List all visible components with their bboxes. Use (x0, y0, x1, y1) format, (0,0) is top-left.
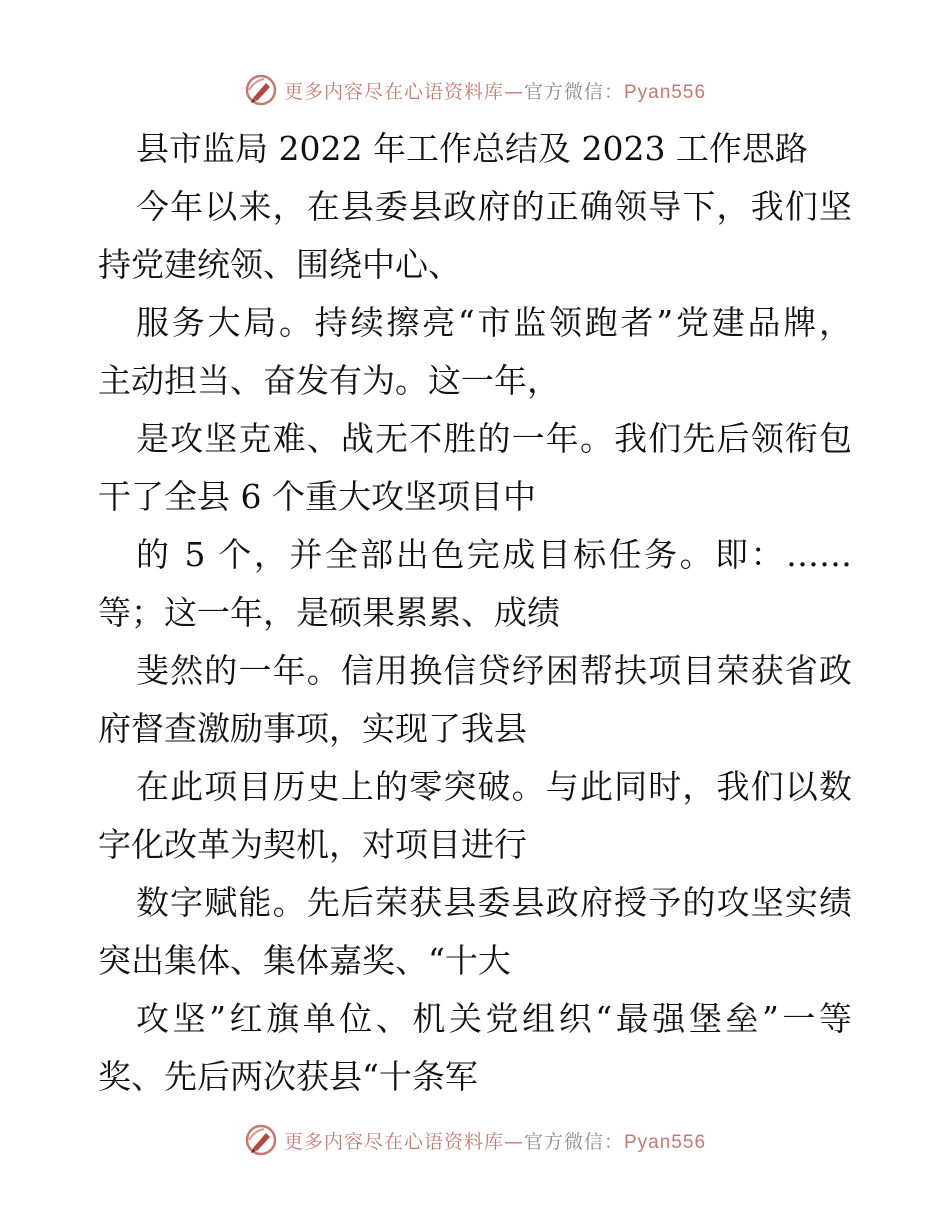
paragraph-line: 的 5 个，并全部出色完成目标任务。即：…… (136, 535, 852, 574)
paragraph-line: 突出集体、集体嘉奖、“十大 (98, 941, 511, 980)
footer-banner (0, 1120, 950, 1160)
paragraph-line: 奖、先后两次获县“十条军 (98, 1057, 478, 1096)
paragraph-line: 持党建统领、围绕中心、 (98, 245, 461, 284)
paragraph-line: 等；这一年，是硕果累累、成绩 (98, 593, 560, 632)
wechat-label: 官方微信： (523, 80, 624, 103)
pen-logo-icon (244, 73, 278, 107)
paragraph-line: 字化改革为契机，对项目进行 (98, 825, 527, 864)
paragraph-line: 是攻坚克难、战无不胜的一年。我们先后领衔包 (136, 419, 852, 458)
header-banner (0, 70, 950, 110)
paragraph-line: 服务大局。持续擦亮“市监领跑者”党建品牌， (136, 303, 852, 342)
wechat-label: 官方微信： (523, 1130, 624, 1153)
wechat-id: Pyan556 (624, 1131, 707, 1153)
paragraph-line: 攻坚”红旗单位、机关党组织“最强堡垒”一等 (136, 999, 852, 1038)
paragraph-line: 数字赋能。先后荣获县委县政府授予的攻坚实绩 (136, 883, 852, 922)
paragraph-line: 在此项目历史上的零突破。与此同时，我们以数 (136, 767, 852, 806)
paragraph-line: 今年以来，在县委县政府的正确领导下，我们坚 (136, 187, 852, 226)
banner-text: 更多内容尽在心语资料库— (283, 1130, 524, 1153)
wechat-id: Pyan556 (624, 81, 707, 103)
paragraph-line: 府督查激励事项，实现了我县 (98, 709, 527, 748)
document-title: 县市监局 2022 年工作总结及 2023 工作思路 (136, 129, 808, 168)
banner-text: 更多内容尽在心语资料库— (283, 80, 524, 103)
pen-logo-icon (244, 1123, 278, 1157)
paragraph-line: 干了全县 6 个重大攻坚项目中 (98, 477, 536, 516)
paragraph-line: 主动担当、奋发有为。这一年， (98, 361, 560, 400)
paragraph-line: 斐然的一年。信用换信贷纾困帮扶项目荣获省政 (136, 651, 852, 690)
